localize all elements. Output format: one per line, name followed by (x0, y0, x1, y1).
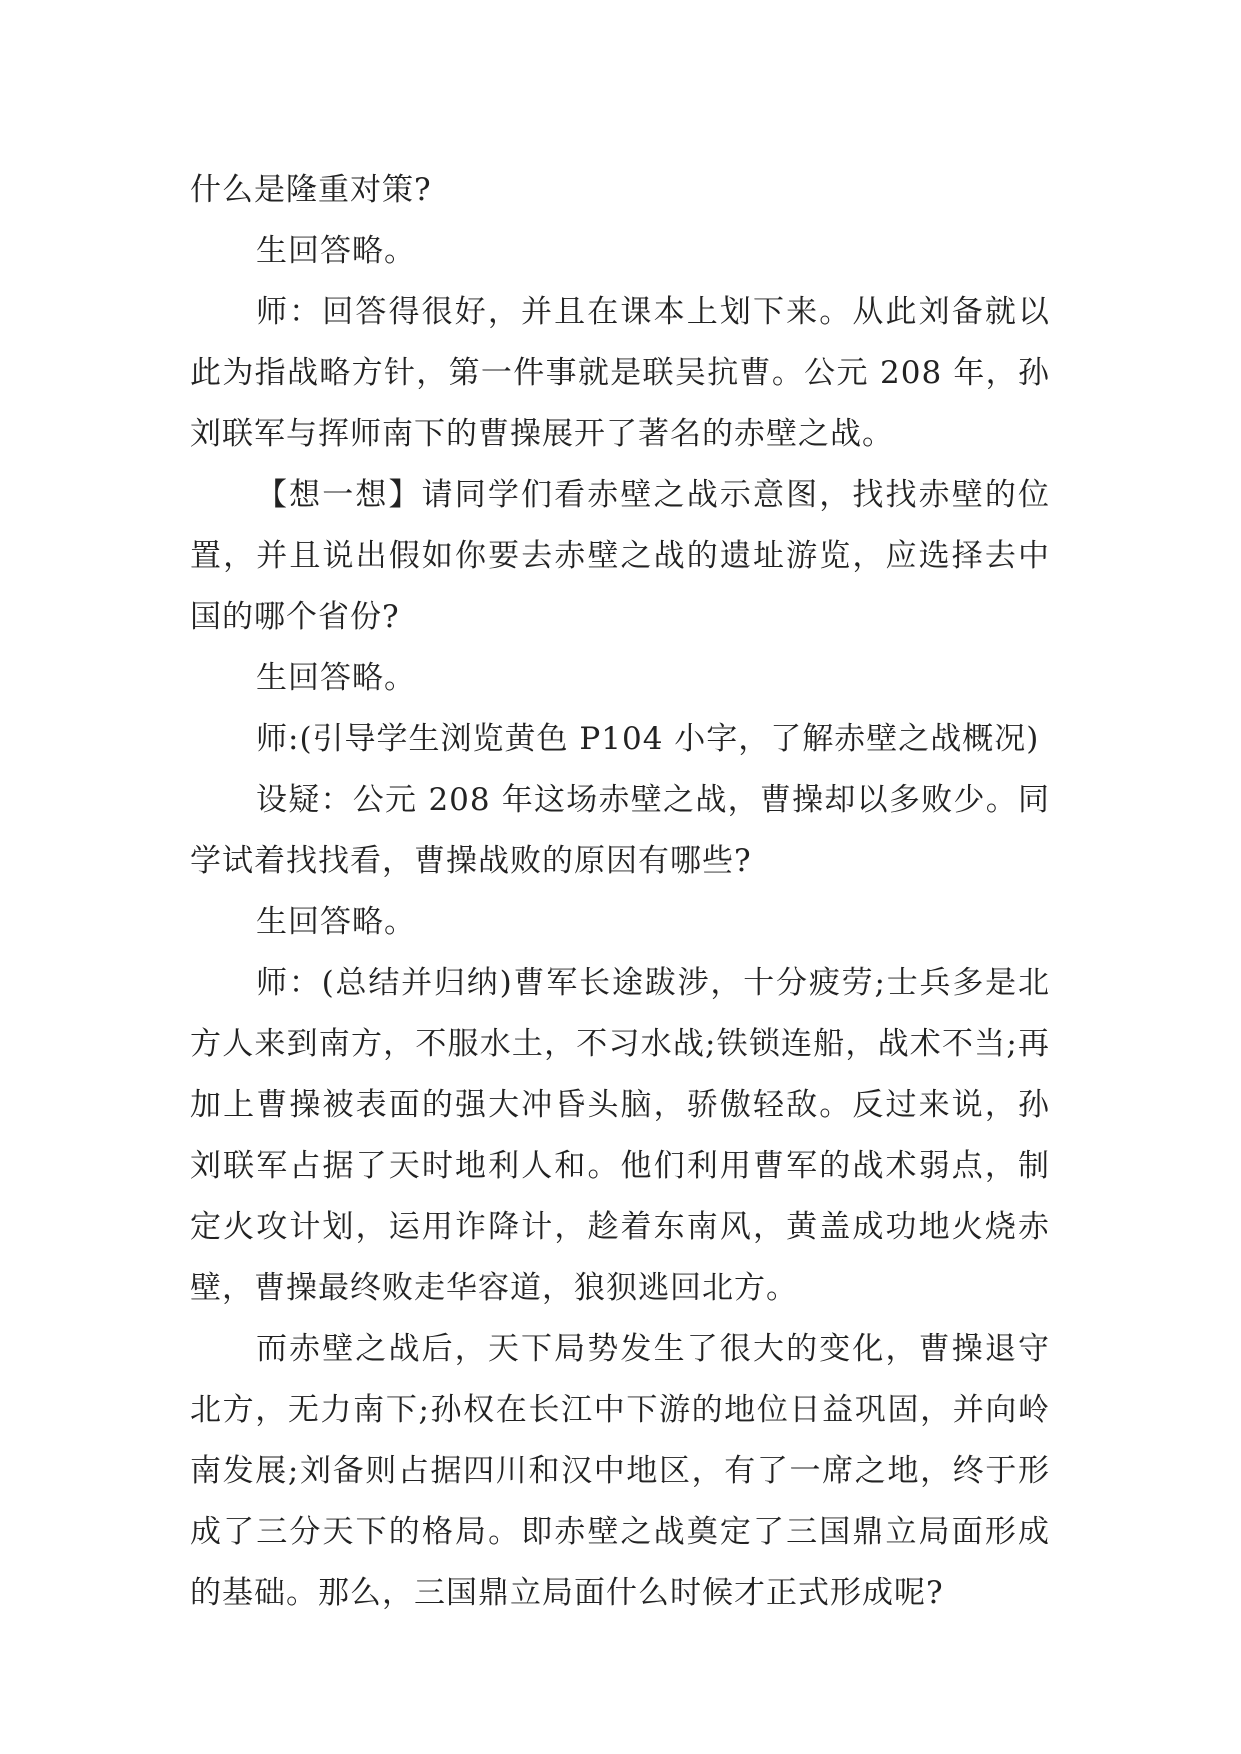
paragraph-continuation: 什么是隆重对策? (190, 172, 432, 208)
paragraph-question-setup: 设疑：公元 208 年这场赤壁之战，曹操却以多败少。同学试着找找看，曹操战败的原因有哪些? (190, 782, 1050, 879)
paragraph-aftermath: 而赤壁之战后，天下局势发生了很大的变化，曹操退守北方，无力南下;孙权在长江中下游的地位日益巩固，并向岭南发展;刘备则占据四川和汉中地区，有了一席之地，终于形成了三分天下的格局。即赤壁之战奠定了三国鼎立局面形成的基础。那么，三国鼎立局面什么时候才正式形成呢? (190, 1331, 1050, 1611)
paragraph-student-answer: 生回答略。 (256, 660, 416, 696)
paragraph-teacher-summary: 师：(总结并归纳)曹军长途跋涉，十分疲劳;士兵多是北方人来到南方，不服水土，不习水战;铁锁连船，战术不当;再加上曹操被表面的强大冲昏头脑，骄傲轻敌。反过来说，孙刘联军占据了天时地利人和。他们利用曹军的战术弱点，制定火攻计划，运用诈降计，趁着东南风，黄盖成功地火烧赤壁，曹操最终败走华容道，狼狈逃回北方。 (190, 965, 1050, 1306)
paragraph-student-answer: 生回答略。 (256, 233, 416, 269)
paragraph-think-question: 【想一想】请同学们看赤壁之战示意图，找找赤壁的位置，并且说出假如你要去赤壁之战的遗址游览，应选择去中国的哪个省份? (190, 477, 1050, 635)
paragraph-teacher-longzhong: 师：回答得很好，并且在课本上划下来。从此刘备就以此为指战略方针，第一件事就是联吴抗曹。公元 208 年，孙刘联军与挥师南下的曹操展开了著名的赤壁之战。 (190, 294, 1050, 452)
document-body (190, 160, 1050, 1624)
paragraph-student-answer: 生回答略。 (256, 904, 416, 940)
paragraph-teacher-guide: 师:(引导学生浏览黄色 P104 小字，了解赤壁之战概况) (256, 721, 1040, 757)
